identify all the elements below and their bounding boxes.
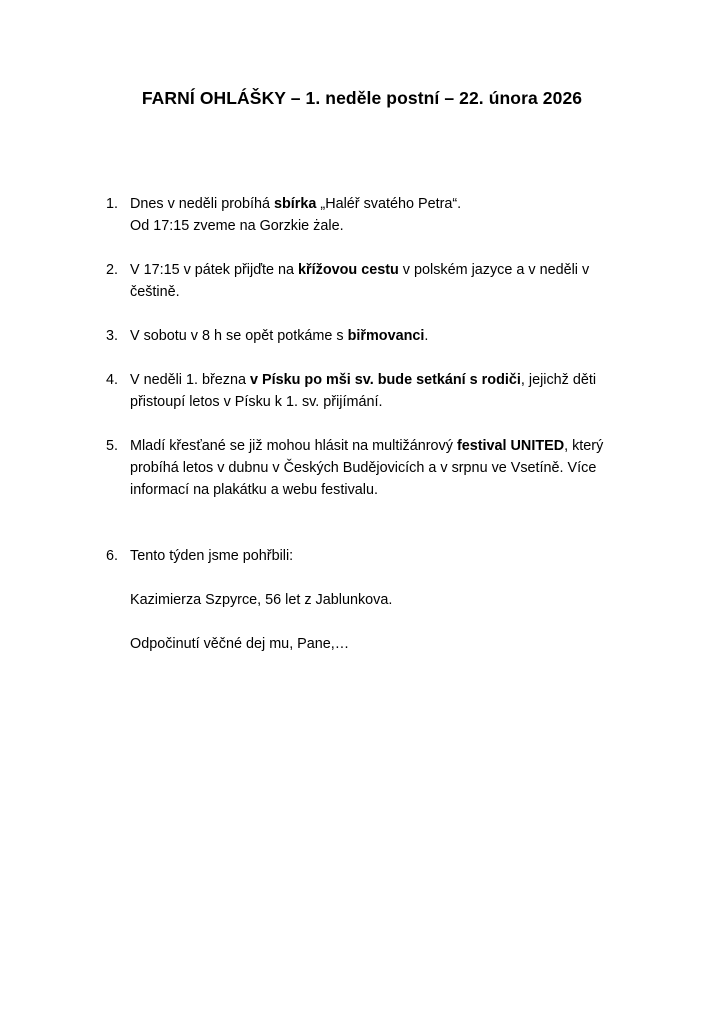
list-item-text: „Haléř svatého Petra“. xyxy=(316,196,462,212)
list-item-line xyxy=(130,435,626,457)
list-item-3 xyxy=(106,325,626,347)
prayer-line: Odpočinutí věčné dej mu, Pane,… xyxy=(130,636,350,652)
list-item-line: Od 17:15 zveme na Gorzkie żale. xyxy=(130,218,344,234)
list-item-text: , jejichž děti xyxy=(520,372,597,388)
page-title: FARNÍ OHLÁŠKY – 1. neděle postní – 22. února 2026 xyxy=(141,88,583,108)
list-item-bold-text: v Písku po mši sv. bude setkání s rodiči xyxy=(250,372,521,388)
list-item-text: V 17:15 v pátek přijďte na xyxy=(130,262,299,278)
list-item-2 xyxy=(106,259,626,303)
list-item-6 xyxy=(106,545,626,655)
list-item-line: Tento týden jsme pohřbili: xyxy=(130,548,294,564)
list-item-line: češtině. xyxy=(130,284,180,300)
list-item-text: Dnes v neděli probíhá xyxy=(130,196,274,212)
list-item-text: V neděli 1. března xyxy=(130,372,251,388)
list-item-4 xyxy=(106,369,626,413)
list-item-text: . xyxy=(424,328,429,344)
list-item-number: 6. xyxy=(106,548,119,564)
list-item-5 xyxy=(106,435,626,501)
list-item-line xyxy=(130,369,626,391)
list-item-number: 4. xyxy=(106,372,119,388)
list-item-bold-text: křížovou cestu xyxy=(298,262,399,278)
list-item-line xyxy=(130,325,626,347)
list-item-number: 1. xyxy=(106,196,119,212)
list-item-number: 5. xyxy=(106,438,119,454)
list-item-line: přistoupí letos v Písku k 1. sv. přijímání. xyxy=(130,394,383,410)
list-item-bold-text: festival UNITED xyxy=(456,438,565,454)
list-item-line xyxy=(130,259,626,281)
announcement-list xyxy=(106,193,626,655)
list-item-number: 2. xyxy=(106,262,119,278)
list-item-line xyxy=(130,193,626,215)
list-item-text: , který xyxy=(564,438,604,454)
list-item-number: 3. xyxy=(106,328,119,344)
list-item-text: Mladí křesťané se již mohou hlásit na multižánrový xyxy=(130,438,457,454)
list-item-bold-text: sbírka xyxy=(274,196,317,212)
list-item-1 xyxy=(106,193,626,237)
list-item-text: V sobotu v 8 h se opět potkáme s xyxy=(130,328,348,344)
list-item-text: v polském jazyce a v neděli v xyxy=(398,262,590,278)
deceased-name: Kazimierza Szpyrce, 56 let z Jablunkova. xyxy=(130,592,393,608)
list-item-bold-text: biřmovanci xyxy=(347,328,425,344)
list-item-line: informací na plakátku a webu festivalu. xyxy=(130,482,378,498)
list-item-line: probíhá letos v dubnu v Českých Budějovicích a v srpnu ve Vsetíně. Více xyxy=(130,460,597,476)
